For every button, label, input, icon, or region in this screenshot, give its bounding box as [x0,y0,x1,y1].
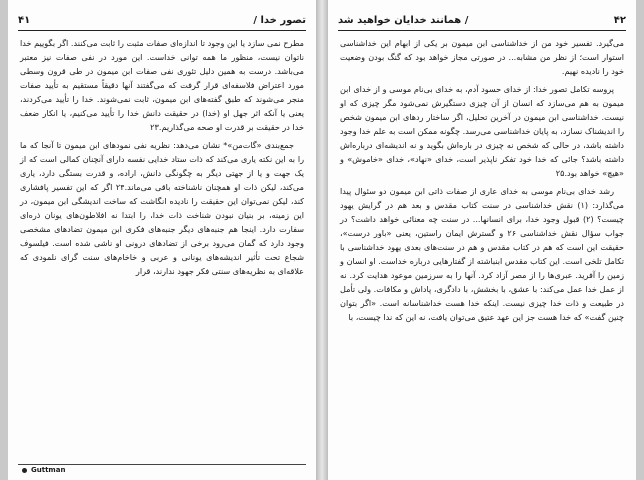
right-page-header [338,12,626,28]
book-gutter [316,0,328,480]
left-page-header-title: تصور خدا / [253,14,306,26]
left-page-footer [22,466,65,474]
left-paragraph-2: جمع‌بندی «گات‌من»* نشان می‌دهد: نظریه نفی نمودهای ابن میمون تا آنجا که ما را به این نکته یاری می‌کند که ذات ستاد خدایی نفسه دارای آنچنان کمالی است که از یک جهت و یا از جهتی دیگر به چگونگی دانش، اراده، و قدرت بستگی دارد، یاری می‌کند، لیکن ذات او همچنان ناشناخته باقی می‌ماند.۲۴ اگر که این تفسیر پافشاری کند، لیکن نمی‌توان این حقیقت را نادیده انگاشت که ساخت اندیشگی ابن میمون، در این زمینه، بر بنیان نبودن شناخت ذات خدا، را ابتدا نه افلاطون‌های یونان ذره‌ای سفارت دارد. اینجا هم جنبه‌های دیگر جنبه‌های فکری ابن میمون تضادهای مشخصی وجود دارد که گمان می‌رود برخی از تضادهای درونی او ناشی شده است. فیلسوف شجاع تحت تأثیر اندیشه‌های یونانی و عربی و خاخام‌های سنت گرای نلمودی که علاقه‌ای به نظریه‌های سنتی فکر جهود ندارند، قرار [20,140,304,276]
right-page-number: ۴۲ [613,14,626,26]
left-page [8,0,316,480]
left-paragraph-1: مطرح نمی سازد یا این وجود تا اندازه‌ای صفات مثبت را ثابت می‌کنند. اگر بگوییم خدا ناتوان نیست، منظور ما همه توانی خداست. این مورد در نفی صفات نیز معتبر می‌باشد. درست به همین دلیل تئوری نفی صفات ابن میمون در طی قرون وسطی مورد اعتراض فلاسفه‌ای قرار گرفت که می‌گفتند آنها دقیقاً مستقیم به تأیید صفات منجر می‌شوند که طبق گفته‌های ابن میمون، ثابت نمی‌شوند. خدا را تأیید می‌کردند، یعنی یا آنکه اثر جهل او (خدا) در حقیقت دانش خدا را تأیید می‌کنیم، یا انکار ضعف خدا در حقیقت بر قدرت او صحه می‌گذاریم.۲۳ [20,38,304,132]
left-header-rule [18,30,306,31]
right-page-body [340,36,624,324]
right-header-rule [338,30,626,31]
left-page-header [18,12,306,28]
left-footer-rule [18,464,306,465]
right-page [328,0,636,480]
right-page-header-title: / همانند خدایان خواهید شد [338,14,469,26]
right-paragraph-2: پروسه تکامل تصور خدا: از خدای حسود آدم، به خدای بی‌نام موسی و از خدای ابن میمون به هم می‌سازد که انسان از آن چیزی دستگیرش نمی‌شود مگر چیزی که او نیست. خداشناسی ابن میمون در آخرین تحلیل، اگر ساختار ردهای ابن میمون شخص را اندیشناک نسازد، به پایان خداشناسی می‌رسد. چگونه ممکن است به علم خدا وجود داشته باشد، در حالی که شخص نه چیزی در باره‌اش بگوید و نه اندیشه‌ای درباره‌اش داشته باشد؟ جائی که خدا خود تفکر ناپذیر است، خدای «نهاد»، خدای «خاموش» و «هیچ» خواهد بود.۲۵ [340,84,624,178]
footnote-star-icon [22,468,27,473]
footnote-text: Guttman [31,466,66,474]
right-paragraph-1: می‌گیرد. تفسیر خود من از خداشناسی ابن میمون بر یکی از ابهام این خداشناسی استوار است؛ از نظر من مشابه... در صورتی مجاز خواهد بود که گنگ بودن وضعیت خود را نادیده نهیم. [340,38,624,76]
left-page-number: ۴۱ [18,14,31,26]
left-page-body [20,36,304,278]
right-paragraph-3: رشد خدای بی‌نام موسی به خدای عاری از صفات ذاتی ابن میمون دو سئوال پیدا می‌گذارد: (۱) نقش خداشناسی در سنت کتاب مقدس و بعد هم در گرایش یهود چیست؟ (۲) قبول وجود خدا، برای انسانها... در سنت چه معنائی خواهد داشت؟ در جواب سؤال نقش خداشناسی ۲۶ و گسترش ایمان راستین، یعنی «باور درست»، حقیقت این است که هم در کتاب مقدس و هم در سنت‌های بعدی یهود خداشناسی با تکامل تلخی است. این کتاب مقدس ابنباشته از گفتارهایی درباره خداست. او انسان و زمین را آفرید. عبری‌ها را از مصر آزاد کرد. آنها را به سرزمین موعود هدایت کرد. نه از عمل خدا عمل می‌کند: با عشق، با بخشش، با دادگری، پاداش و مکافات. ولی تأمل در طبیعت و ذات خدا چیزی نیست. اینکه خدا هست خداشناسانه است. «اگر بتوان چنین گفت» که خدا هست جز این عهد عتیق می‌توان یافت، نه این که ندا چیست، با [340,186,625,322]
